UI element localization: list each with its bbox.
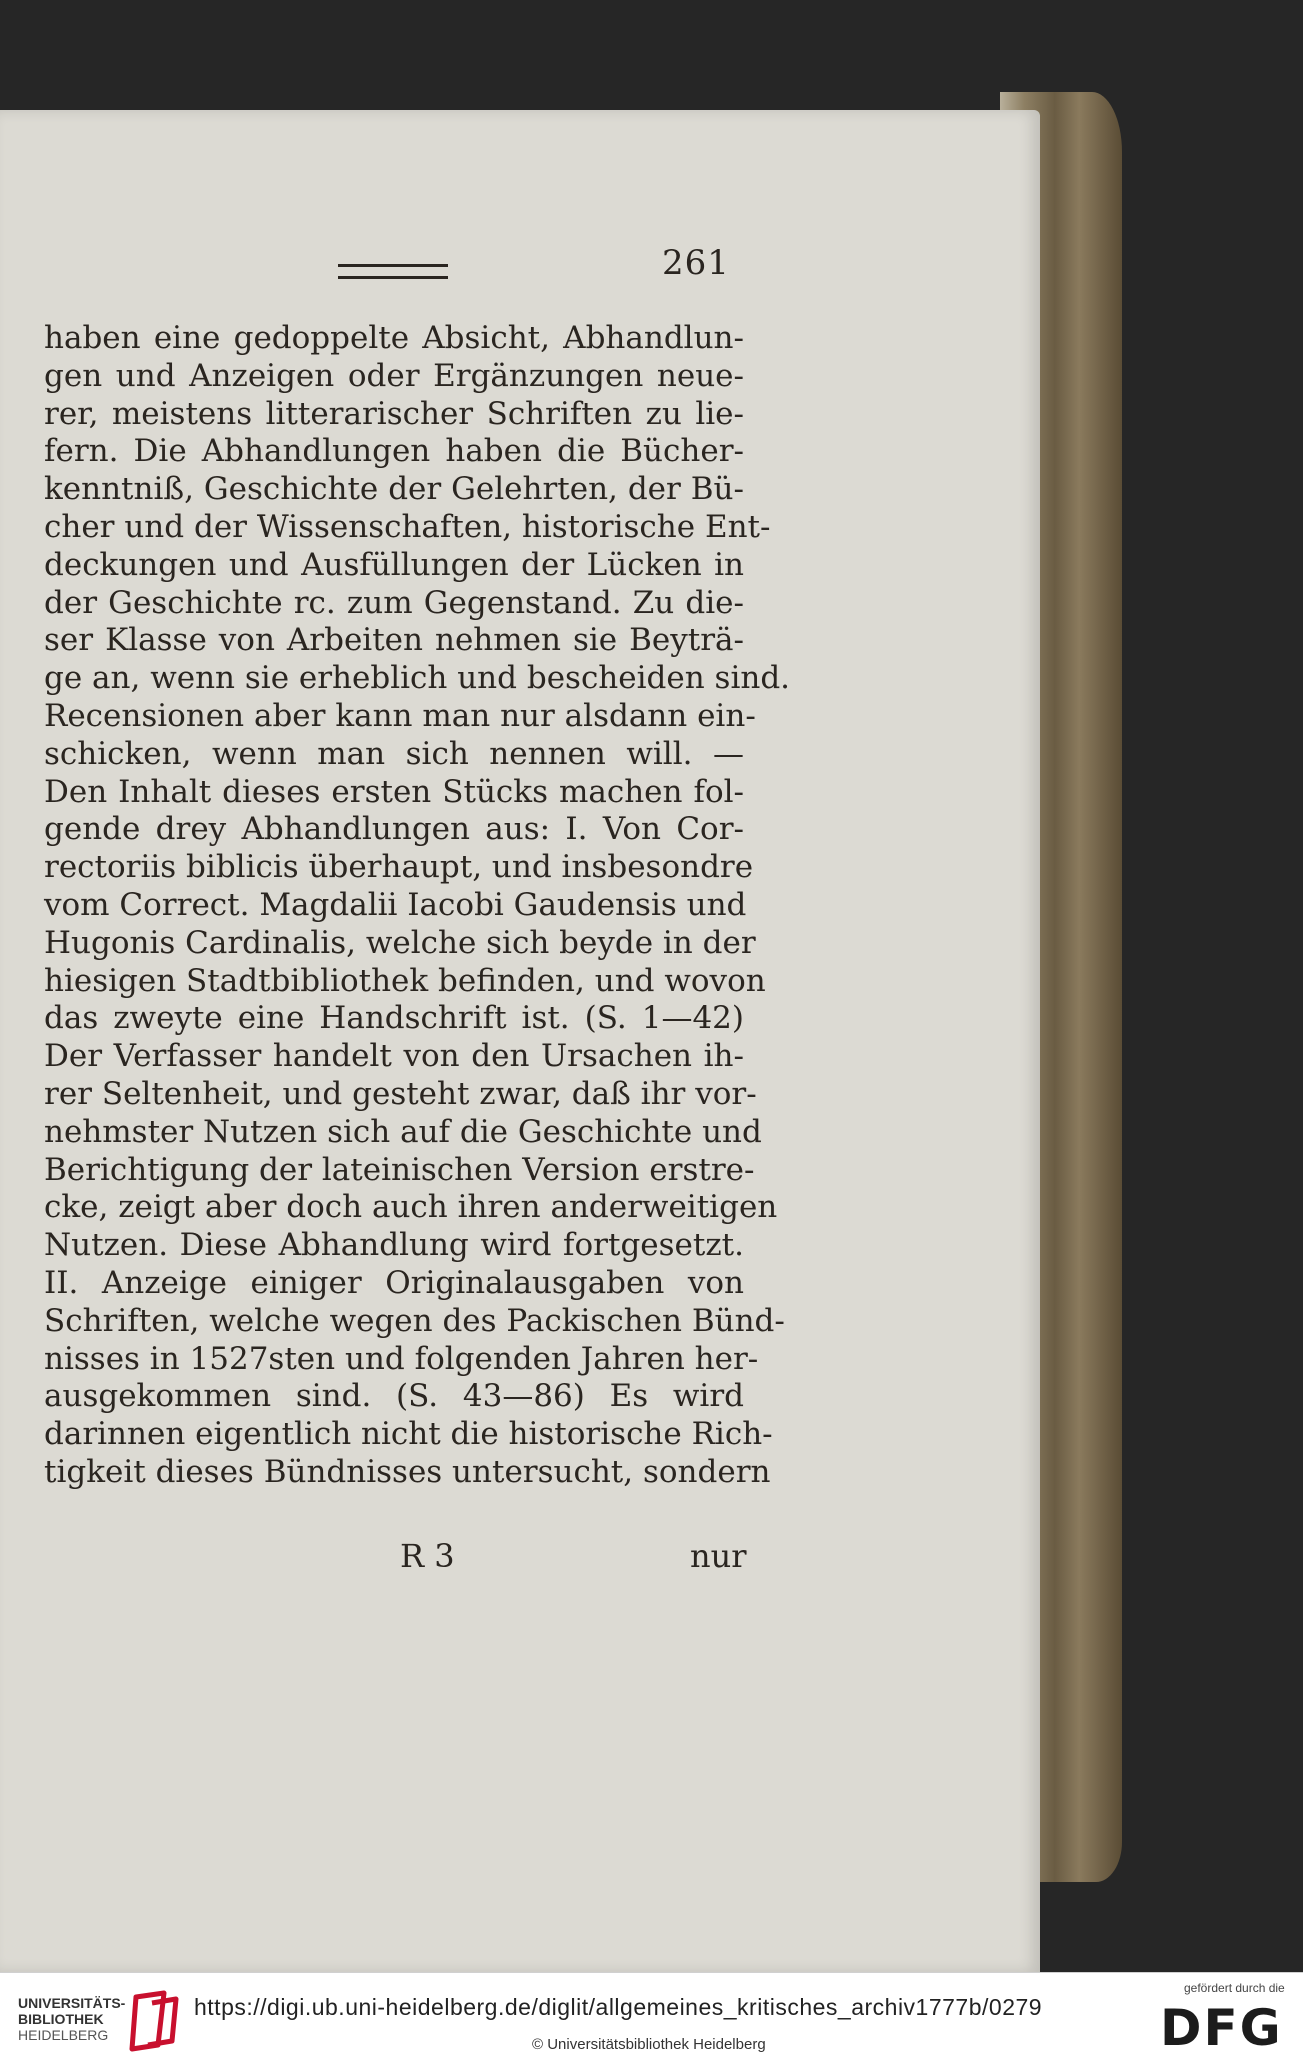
text-line: Nutzen. Diese Abhandlung wird fortgesetzt. <box>44 1227 744 1264</box>
text-line: ser Klasse von Arbeiten nehmen sie Beyträ- <box>44 622 744 659</box>
text-line: deckungen und Ausfüllungen der Lücken in <box>44 546 744 583</box>
page-body-text <box>44 320 791 1492</box>
library-name-line: UNIVERSITÄTS- <box>18 1995 126 2011</box>
text-line: nisses in 1527sten und folgenden Jahren her- <box>44 1340 759 1377</box>
page-number: 261 <box>662 243 730 283</box>
text-line: rer, meistens litterarischer Schriften zu lie- <box>44 395 744 432</box>
text-line: ausgekommen sind. (S. 43—86) Es wird <box>44 1378 744 1415</box>
text-line: nehmster Nutzen sich auf die Geschichte und <box>44 1113 762 1150</box>
text-line: cke, zeigt aber doch auch ihren anderweitigen <box>44 1189 778 1226</box>
text-line: vom Correct. Magdalii Iacobi Gaudensis und <box>44 886 747 923</box>
text-line: gen und Anzeigen oder Ergänzungen neue- <box>44 357 744 394</box>
text-line: Berichtigung der lateinischen Version erstre- <box>44 1151 755 1188</box>
permalink-url[interactable]: https://digi.ub.uni-heidelberg.de/diglit/allgemeines_kritisches_archiv1777b/0279 <box>194 1994 1043 2020</box>
text-line: Den Inhalt dieses ersten Stücks machen fol- <box>44 773 744 810</box>
text-line: rer Seltenheit, und gesteht zwar, daß ihr vor- <box>44 1075 757 1112</box>
library-name-line: HEIDELBERG <box>18 2027 109 2043</box>
signature-mark: R 3 <box>400 1537 455 1575</box>
text-line: cher und der Wissenschaften, historische Ent- <box>44 508 771 545</box>
footer-bar <box>0 1972 1303 2066</box>
funding-note: gefördert durch die <box>1184 1981 1285 1995</box>
text-line: der Geschichte rc. zum Gegenstand. Zu die- <box>44 584 744 621</box>
text-line: kenntniß, Geschichte der Gelehrten, der Bü- <box>44 471 744 508</box>
text-line: haben eine gedoppelte Absicht, Abhandlun- <box>44 320 744 356</box>
library-logo-icon <box>128 1989 184 2053</box>
text-line: II. Anzeige einiger Originalausgaben von <box>44 1264 744 1301</box>
library-name <box>18 1995 125 2043</box>
text-line: ge an, wenn sie erheblich und bescheiden sind. <box>44 660 791 697</box>
catchword: nur <box>690 1537 747 1575</box>
text-line: Schriften, welche wegen des Packischen Bünd- <box>44 1302 785 1339</box>
text-line: Hugonis Cardinalis, welche sich beyde in der <box>44 924 756 961</box>
text-line: gende drey Abhandlungen aus: I. Von Cor- <box>44 811 744 848</box>
text-line: schicken, wenn man sich nennen will. — <box>44 735 744 772</box>
copyright-notice: © Universitätsbibliothek Heidelberg <box>532 2036 766 2053</box>
text-line: rectoriis biblicis überhaupt, und insbesondre <box>44 849 754 886</box>
text-line: tigkeit dieses Bündnisses untersucht, sondern <box>44 1453 771 1490</box>
text-line: darinnen eigentlich nicht die historische Rich- <box>44 1416 773 1453</box>
header-rule <box>338 264 448 279</box>
text-line: das zweyte eine Handschrift ist. (S. 1—42) <box>44 1000 744 1037</box>
text-line: Recensionen aber kann man nur alsdann ein- <box>44 697 756 734</box>
text-line: hiesigen Stadtbibliothek befinden, und wovon <box>44 962 766 999</box>
dfg-logo: DFG <box>1160 1999 1283 2057</box>
library-name-line: BIBLIOTHEK <box>18 2011 104 2027</box>
text-line: fern. Die Abhandlungen haben die Bücher- <box>44 433 744 470</box>
text-line: Der Verfasser handelt von den Ursachen ih- <box>44 1038 744 1075</box>
